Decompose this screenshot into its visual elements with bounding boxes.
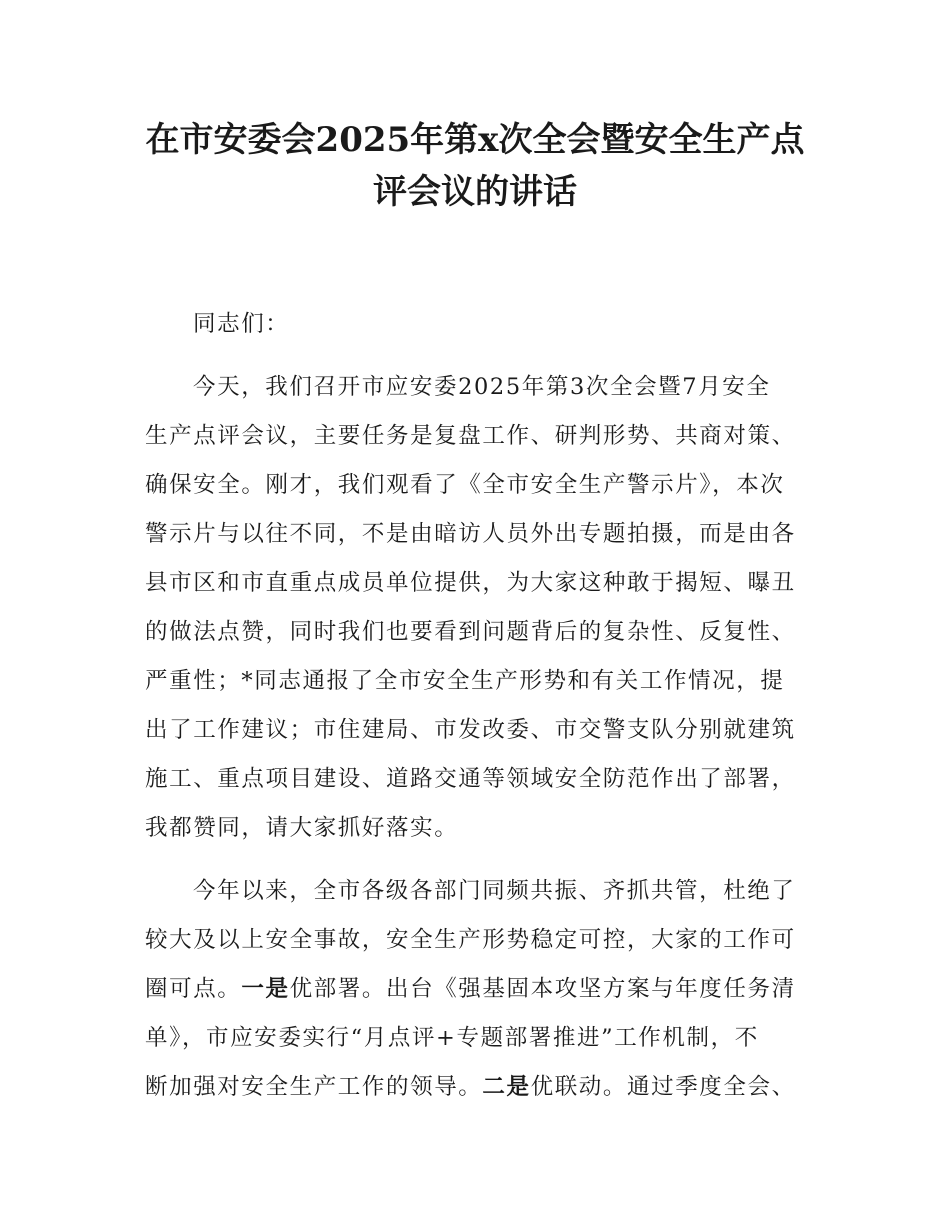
document-body <box>145 300 813 1112</box>
paragraph-2-line: 今年以来，全市各级各部门同频共振、齐抓共管，杜绝了 <box>193 878 796 904</box>
bold-enumerator: 二是 <box>482 1074 531 1100</box>
paragraph-2 <box>145 867 813 1112</box>
paragraph-2-line <box>145 1063 813 1112</box>
paragraph-1-line: 施工、重点项目建设、道路交通等领域安全防范作出了部署， <box>145 766 796 792</box>
title-line-1: 在市安委会2025年第x次全会暨安全生产点 <box>145 120 805 160</box>
title-line-2: 评会议的讲话 <box>373 172 577 212</box>
text-segment: 优联动。通过季度全会、 <box>530 1074 796 1100</box>
paragraph-1-line: 确保安全。刚才，我们观看了《全市安全生产警示片》，本次 <box>145 472 785 498</box>
bold-enumerator: 一是 <box>241 976 290 1002</box>
paragraph-1-line: 的做法点赞，同时我们也要看到问题背后的复杂性、反复性、 <box>145 619 796 645</box>
paragraph-1-line: 县市区和市直重点成员单位提供，为大家这种敢于揭短、曝丑 <box>145 570 796 596</box>
document-title <box>100 114 850 218</box>
salutation: 同志们： <box>193 311 290 337</box>
paragraph-1-line: 生产点评会议，主要任务是复盘工作、研判形势、共商对策、 <box>145 423 796 449</box>
paragraph-1-line: 今天，我们召开市应安委2025年第3次全会暨7月安全 <box>193 374 771 400</box>
paragraph-1-line: 出了工作建议；市住建局、市发改委、市交警支队分别就建筑 <box>145 717 796 743</box>
paragraph-2-line: 较大及以上安全事故，安全生产形势稳定可控，大家的工作可 <box>145 927 796 953</box>
paragraph-1-line: 警示片与以往不同，不是由暗访人员外出专题拍摄，而是由各 <box>145 521 796 547</box>
text-segment: 断加强对安全生产工作的领导。 <box>145 1074 483 1100</box>
paragraph-2-line <box>145 965 813 1014</box>
paragraph-1-line: 严重性；*同志通报了全市安全生产形势和有关工作情况，提 <box>145 668 785 694</box>
text-segment: 优部署。出台《强基固本攻坚方案与年度任务清 <box>289 976 796 1002</box>
paragraph-2-line: 单》，市应安委实行“月点评+专题部署推进”工作机制，不 <box>145 1025 759 1051</box>
text-segment: 圈可点。 <box>145 976 242 1002</box>
paragraph-1-line: 我都赞同，请大家抓好落实。 <box>145 815 459 841</box>
paragraph-1 <box>145 363 813 853</box>
